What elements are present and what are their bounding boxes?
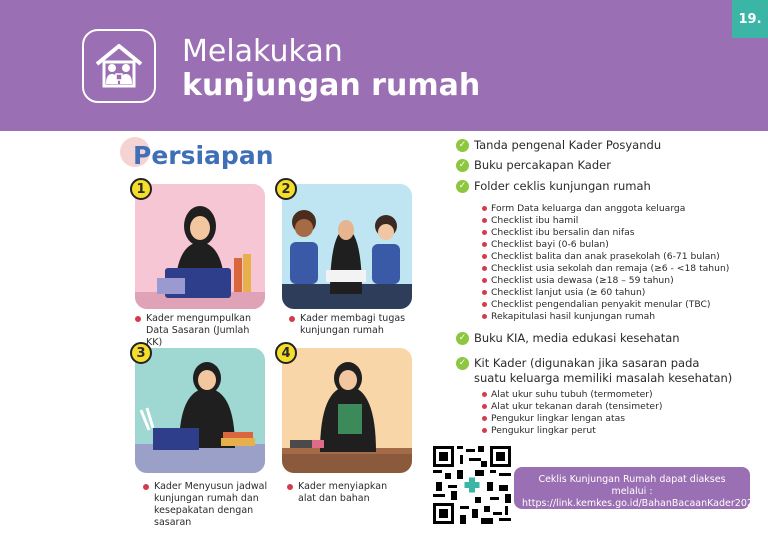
bullet-icon (135, 316, 141, 322)
step-2-illustration (282, 184, 412, 309)
info-box (514, 467, 759, 509)
bullet-icon (482, 416, 487, 421)
check-icon: ✓ (456, 180, 469, 193)
bullet-icon (482, 242, 487, 247)
check-icon: ✓ (456, 332, 469, 345)
step-3-illustration (135, 348, 265, 473)
header-banner (0, 0, 768, 131)
page-title-line2: kunjungan rumah (182, 68, 481, 103)
bullet-icon (482, 404, 487, 409)
check-icon: ✓ (456, 159, 469, 172)
step-4-caption (298, 481, 406, 505)
step-3-caption (154, 481, 269, 529)
page-title-line1: Melakukan (182, 34, 343, 69)
bullet-icon (482, 392, 487, 397)
bullet-icon (287, 484, 293, 490)
bullet-icon (482, 314, 487, 319)
section-title: Persiapan (133, 141, 274, 170)
bullet-icon (482, 428, 487, 433)
step-4-text: Kader menyiapkan alat dan bahan (298, 481, 388, 504)
bullet-icon (143, 484, 149, 490)
step-number-badge: 4 (275, 342, 297, 364)
step-4-illustration (282, 348, 412, 473)
bullet-icon (289, 316, 295, 322)
step-number-badge: 2 (275, 178, 297, 200)
step-2-text: Kader membagi tugas kunjungan rumah (300, 313, 406, 336)
bullet-icon (482, 206, 487, 211)
bullet-icon (482, 290, 487, 295)
bullet-icon (482, 266, 487, 271)
bullet-icon (482, 254, 487, 259)
bullet-icon (482, 230, 487, 235)
home-visit-icon (82, 29, 156, 103)
bullet-icon (482, 218, 487, 223)
info-link[interactable]: https://link.kemkes.go.id/BahanBacaanKader2023 (522, 498, 759, 509)
step-3-text: Kader Menyusun jadwal kunjungan rumah dan kesepakatan dengan sasaran (154, 481, 268, 528)
step-2-caption (300, 313, 410, 337)
info-text: Ceklis Kunjungan Rumah dapat diakses melalui : (538, 474, 726, 497)
check-icon: ✓ (456, 139, 469, 152)
page-number: 19. (732, 0, 768, 38)
step-1-caption (146, 313, 266, 349)
bullet-icon (482, 302, 487, 307)
step-number-badge: 3 (130, 342, 152, 364)
step-1-text: Kader mengumpulkan Data Sasaran (Jumlah KK) (146, 313, 251, 348)
step-1-illustration (135, 184, 265, 309)
qr-code[interactable] (433, 446, 511, 524)
check-icon: ✓ (456, 357, 469, 370)
bullet-icon (482, 278, 487, 283)
step-number-badge: 1 (130, 178, 152, 200)
